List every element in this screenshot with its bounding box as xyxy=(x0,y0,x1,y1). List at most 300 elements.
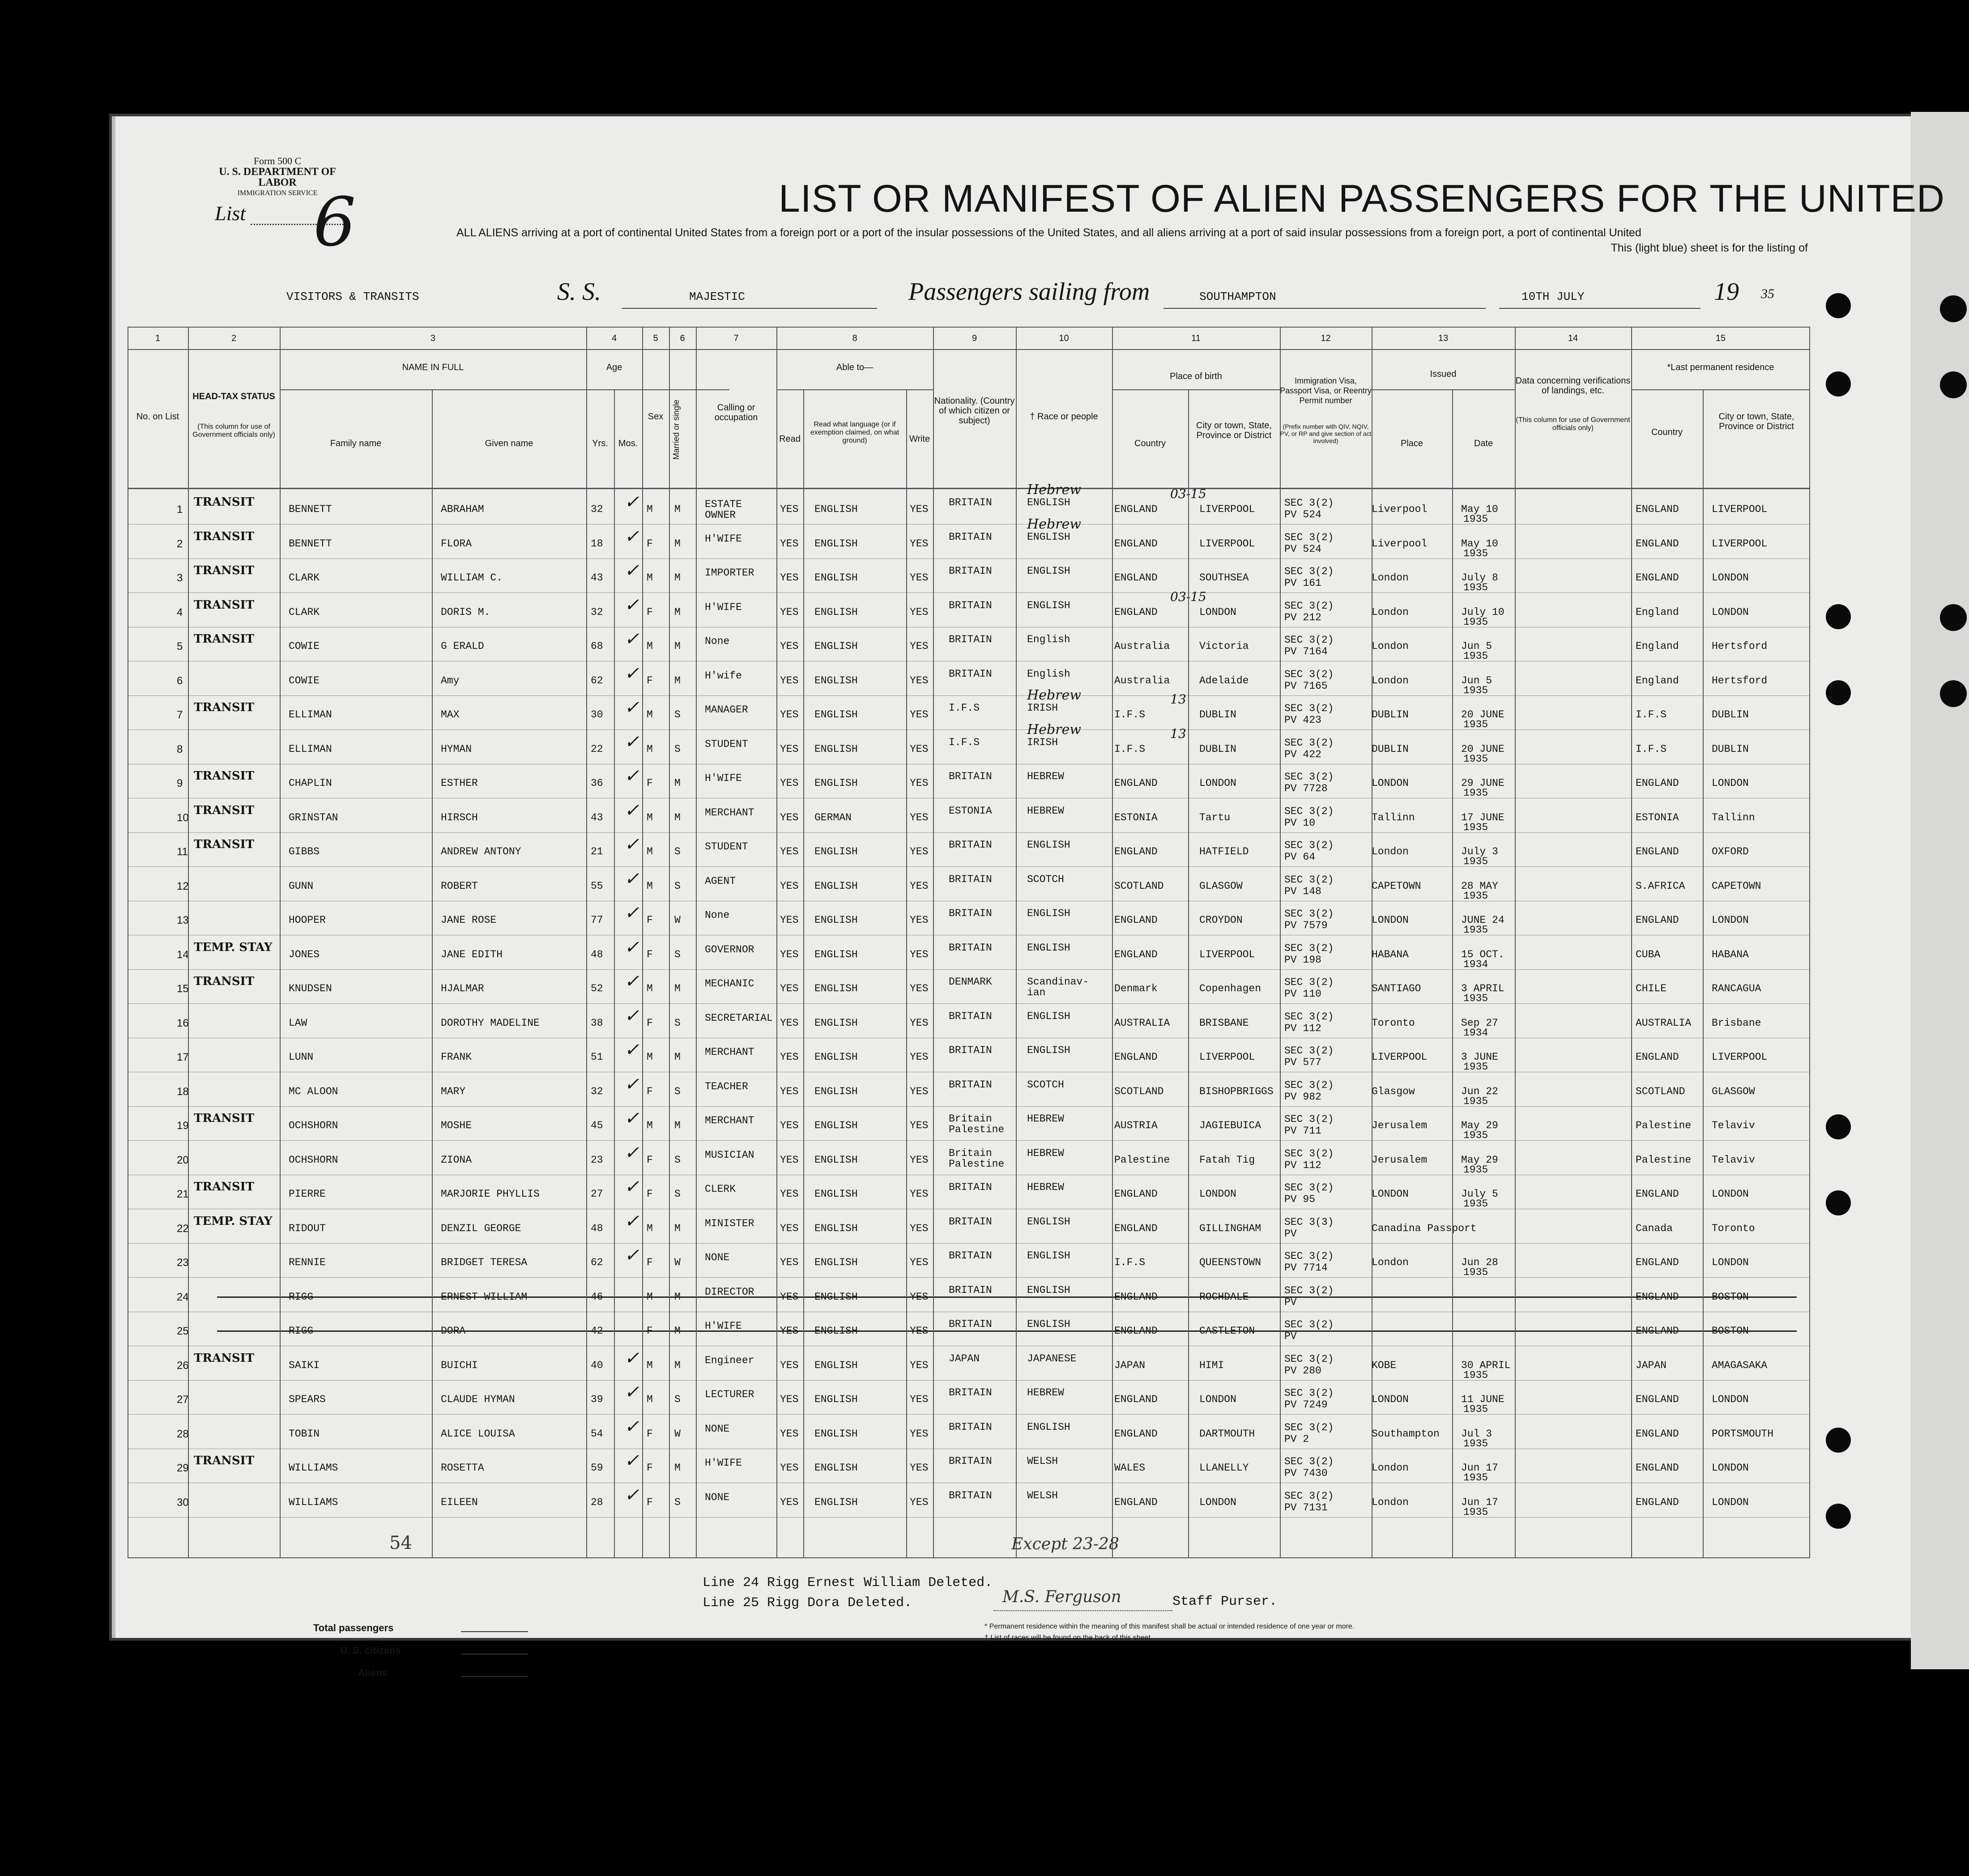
read-cell: YES xyxy=(780,1462,799,1474)
given-name-cell: DORA xyxy=(441,1325,466,1337)
issued-year-cell: 1935 xyxy=(1463,753,1488,765)
marital-status-cell: S xyxy=(674,880,681,892)
table-row xyxy=(128,1415,1810,1449)
age-cell: 30 xyxy=(591,709,603,721)
given-name-cell: FLORA xyxy=(441,537,472,550)
given-name-cell: BUICHI xyxy=(441,1359,478,1371)
visa-number-cell: PV 7131 xyxy=(1284,1501,1328,1514)
checkmark-icon: ✓ xyxy=(624,1108,639,1129)
birth-country-cell: ESTONIA xyxy=(1114,811,1158,823)
row-number: 24 xyxy=(177,1291,189,1303)
birth-country-cell: ENGLAND xyxy=(1114,1188,1158,1200)
nationality-cell: BRITAIN xyxy=(949,771,992,782)
issued-year-cell: 1934 xyxy=(1463,958,1488,970)
given-name-cell: ROBERT xyxy=(441,880,478,892)
checkmark-icon: ✓ xyxy=(624,1347,639,1369)
checkmark-icon: ✓ xyxy=(624,1005,639,1026)
occupation-cell: TEACHER xyxy=(705,1080,748,1092)
strikethrough-line xyxy=(217,1330,1797,1332)
race-cell: ENGLISH xyxy=(1027,497,1070,508)
marital-status-cell: M xyxy=(674,640,681,652)
checkmark-icon: ✓ xyxy=(624,1450,639,1471)
residence-city-cell: LONDON xyxy=(1712,1188,1749,1200)
table-row xyxy=(128,1483,1810,1517)
race-cell: HEBREW xyxy=(1027,1113,1064,1125)
issued-date-cell: 3 JUNE xyxy=(1461,1051,1498,1063)
table-row xyxy=(128,798,1810,832)
row-number: 21 xyxy=(177,1188,189,1200)
marital-status-cell: M xyxy=(674,1359,681,1371)
sex-cell: M xyxy=(647,709,653,721)
header-head-tax: HEAD-TAX STATUS xyxy=(192,392,275,401)
head-tax-cell: TRANSIT xyxy=(194,975,255,988)
voyage-class: VISITORS & TRANSITS xyxy=(286,290,419,303)
purser-title: Staff Purser. xyxy=(1172,1594,1278,1609)
residence-city-cell: LONDON xyxy=(1712,1257,1749,1268)
age-cell: 62 xyxy=(591,1257,603,1268)
birth-country-cell: ENGLAND xyxy=(1114,503,1158,515)
age-cell: 48 xyxy=(591,1222,603,1234)
read-cell: YES xyxy=(780,983,799,994)
visa-section-cell: SEC 3(2) xyxy=(1284,1079,1334,1091)
issued-place-cell: LONDON xyxy=(1372,914,1409,926)
occupation-cell: NONE xyxy=(705,1252,730,1263)
head-tax-cell: TRANSIT xyxy=(194,1351,255,1365)
visa-number-cell: PV 7714 xyxy=(1284,1262,1328,1274)
issued-year-cell: 1935 xyxy=(1463,547,1488,559)
checkmark-icon: ✓ xyxy=(624,1074,639,1095)
marital-status-cell: M xyxy=(674,503,681,515)
row-number: 2 xyxy=(177,537,183,550)
issued-place-cell: Southampton xyxy=(1372,1428,1440,1440)
write-cell: YES xyxy=(910,1188,929,1200)
race-cell: SCOTCH xyxy=(1027,873,1064,885)
issued-place-cell: DUBLIN xyxy=(1372,743,1409,755)
residence-country-cell: Canada xyxy=(1636,1222,1673,1234)
col-num-4: 4 xyxy=(611,333,617,343)
residence-city-cell: LONDON xyxy=(1712,914,1749,926)
table-row xyxy=(128,1346,1810,1380)
issued-place-cell: Liverpool xyxy=(1372,537,1428,550)
residence-city-cell: Telaviv xyxy=(1712,1120,1755,1131)
family-name-cell: OCHSHORN xyxy=(289,1154,338,1166)
sex-cell: M xyxy=(647,1291,653,1303)
header-head-tax-note: (This column for use of Government officials only) xyxy=(192,423,275,439)
checkmark-icon: ✓ xyxy=(624,1484,639,1505)
birth-country-cell: Palestine xyxy=(1114,1154,1170,1166)
birth-country-cell: AUSTRALIA xyxy=(1114,1017,1170,1029)
age-cell: 40 xyxy=(591,1359,603,1371)
given-name-cell: ALICE LOUISA xyxy=(441,1428,515,1440)
nationality-cell: BRITAIN xyxy=(949,1421,992,1433)
language-cell: ENGLISH xyxy=(814,880,858,892)
nationality-cell: BRITAIN xyxy=(949,565,992,577)
write-cell: YES xyxy=(910,1017,929,1029)
race-cell: HEBREW xyxy=(1027,771,1064,782)
birth-city-cell: LONDON xyxy=(1199,1394,1236,1405)
birth-city-cell: LIVERPOOL xyxy=(1199,1051,1255,1063)
age-cell: 48 xyxy=(591,948,603,960)
table-row xyxy=(128,559,1810,593)
column-divider xyxy=(1016,327,1017,1557)
issued-date-cell: 17 JUNE xyxy=(1461,811,1504,823)
given-name-cell: ERNEST WILLIAM xyxy=(441,1291,528,1303)
issued-date-cell: Jun 17 xyxy=(1461,1496,1498,1508)
able-subheader-border xyxy=(776,389,933,390)
col-num-15: 15 xyxy=(1715,333,1726,343)
language-cell: ENGLISH xyxy=(814,846,858,857)
visa-number-cell: PV 423 xyxy=(1284,714,1321,726)
row-number: 23 xyxy=(177,1257,189,1269)
race-cell: IRISH xyxy=(1027,736,1058,748)
sex-cell: M xyxy=(647,983,653,994)
residence-country-cell: ENGLAND xyxy=(1636,503,1679,515)
column-divider xyxy=(906,389,907,1557)
residence-country-cell: England xyxy=(1636,674,1679,686)
table-row xyxy=(128,1449,1810,1483)
age-cell: 23 xyxy=(591,1154,603,1166)
visa-number-cell: PV 7249 xyxy=(1284,1399,1328,1411)
race-annotation: Hebrew xyxy=(1027,516,1081,532)
race-cell: ENGLISH xyxy=(1027,1421,1070,1433)
sex-cell: F xyxy=(647,914,653,926)
issued-date-cell: July 10 xyxy=(1461,606,1504,618)
sex-cell: F xyxy=(647,1496,653,1508)
write-cell: YES xyxy=(910,914,929,926)
header-read-language: Read what language (or if exemption claimed, on what ground) xyxy=(810,421,899,444)
marital-status-cell: S xyxy=(674,1017,681,1029)
nationality-cell: BRITAIN xyxy=(949,634,992,645)
row-number: 12 xyxy=(177,880,189,892)
sex-cell: M xyxy=(647,1222,653,1234)
given-name-cell: MARJORIE PHYLLIS xyxy=(441,1188,540,1200)
marital-status-cell: W xyxy=(674,1428,681,1440)
language-cell: ENGLISH xyxy=(814,1462,858,1474)
language-cell: ENGLISH xyxy=(814,1222,858,1234)
sex-cell: F xyxy=(647,537,653,550)
visa-number-cell: PV 112 xyxy=(1284,1159,1321,1171)
sex-cell: M xyxy=(647,1051,653,1063)
residence-country-cell: Palestine xyxy=(1636,1120,1692,1131)
marital-status-cell: S xyxy=(674,1154,681,1166)
age-cell: 39 xyxy=(591,1394,603,1405)
head-tax-cell: TRANSIT xyxy=(194,1180,255,1194)
visa-number-cell: PV 7728 xyxy=(1284,783,1328,794)
department: U. S. DEPARTMENT OF LABOR xyxy=(219,166,336,188)
marital-status-cell: S xyxy=(674,709,681,721)
visa-section-cell: SEC 3(2) xyxy=(1284,737,1334,749)
row-number: 22 xyxy=(177,1222,189,1235)
column-number-row-border xyxy=(128,349,1810,350)
row-number: 29 xyxy=(177,1462,189,1474)
column-divider xyxy=(642,327,643,1557)
occupation-cell: SECRETARIAL xyxy=(705,1012,773,1024)
write-cell: YES xyxy=(910,1222,929,1234)
given-name-cell: ESTHER xyxy=(441,777,478,789)
birth-country-cell: JAPAN xyxy=(1114,1359,1146,1371)
occupation-cell: NONE xyxy=(705,1423,730,1435)
issued-date-cell: JUNE 24 xyxy=(1461,914,1504,926)
visa-number-cell: PV 64 xyxy=(1284,851,1316,863)
occupation-cell: None xyxy=(705,635,730,647)
family-name-cell: COWIE xyxy=(289,640,320,652)
edge-hole xyxy=(1940,680,1967,707)
purser-line xyxy=(993,1610,1172,1611)
table-row xyxy=(128,1141,1810,1175)
occupation-cell: STUDENT xyxy=(705,841,748,853)
birth-city-cell: BISHOPBRIGGS xyxy=(1199,1085,1274,1097)
birth-country-cell: ENGLAND xyxy=(1114,1428,1158,1440)
occupation-cell: Engineer xyxy=(705,1354,754,1366)
language-cell: ENGLISH xyxy=(814,1394,858,1405)
ss-label: S. S. xyxy=(557,278,601,306)
race-cell: English xyxy=(1027,634,1070,645)
visa-section-cell: SEC 3(3) xyxy=(1284,1216,1334,1228)
marital-status-cell: M xyxy=(674,537,681,550)
given-name-cell: BRIDGET TERESA xyxy=(441,1257,528,1268)
binder-hole xyxy=(1826,1504,1851,1529)
family-name-cell: WILLIAMS xyxy=(289,1496,338,1508)
row-number: 15 xyxy=(177,983,189,995)
nationality-cell: BRITAIN xyxy=(949,497,992,508)
write-cell: YES xyxy=(910,1394,929,1405)
language-cell: ENGLISH xyxy=(814,640,858,652)
header-months: Mos. xyxy=(618,439,638,448)
marital-status-cell: M xyxy=(674,674,681,686)
language-cell: ENGLISH xyxy=(814,914,858,926)
header-age: Age xyxy=(606,362,622,372)
deletion-note-line24: Line 24 Rigg Ernest William Deleted. xyxy=(703,1575,993,1590)
row-number: 16 xyxy=(177,1017,189,1029)
birth-country-cell: ENGLAND xyxy=(1114,914,1158,926)
column-divider xyxy=(614,389,615,1557)
residence-country-cell: ENGLAND xyxy=(1636,1325,1679,1337)
column-divider xyxy=(1703,389,1704,1557)
race-annotation: Hebrew xyxy=(1027,721,1081,738)
residence-country-cell: S.AFRICA xyxy=(1636,880,1685,892)
birth-city-cell: LIVERPOOL xyxy=(1199,503,1255,515)
residence-city-cell: AMAGASAKA xyxy=(1712,1359,1768,1371)
table-row xyxy=(128,969,1810,1003)
birth-country-cell: ENGLAND xyxy=(1114,1291,1158,1303)
column-divider xyxy=(188,327,189,1557)
residence-city-cell: LONDON xyxy=(1712,1462,1749,1474)
nationality-cell: BRITAIN xyxy=(949,1455,992,1467)
family-name-cell: RIGG xyxy=(289,1325,314,1337)
header-issued: Issued xyxy=(1430,369,1457,379)
visa-number-cell: PV 112 xyxy=(1284,1022,1321,1034)
header-read: Read xyxy=(779,434,801,444)
race-cell: ENGLISH xyxy=(1027,942,1070,954)
nationality-cell: BRITAIN xyxy=(949,1045,992,1056)
occupation-cell: MERCHANT xyxy=(705,1046,754,1058)
issued-subheader-border xyxy=(1372,389,1515,390)
marital-status-cell: M xyxy=(674,983,681,994)
visa-number-cell: PV 577 xyxy=(1284,1057,1321,1068)
issued-year-cell: 1935 xyxy=(1463,1130,1488,1141)
column-divider xyxy=(586,327,587,1557)
residence-city-cell: Telaviv xyxy=(1712,1154,1755,1166)
race-cell: WELSH xyxy=(1027,1489,1058,1501)
birth-country-cell: WALES xyxy=(1114,1462,1146,1474)
race-cell: ENGLISH xyxy=(1027,1215,1070,1228)
col-num-12: 12 xyxy=(1321,333,1331,343)
age-cell: 38 xyxy=(591,1017,603,1029)
edge-hole xyxy=(1940,371,1967,398)
residence-country-cell: CUBA xyxy=(1636,948,1661,960)
visa-section-cell: SEC 3(2) xyxy=(1284,1284,1334,1296)
read-cell: YES xyxy=(780,1359,799,1371)
birth-country-cell: SCOTLAND xyxy=(1114,1085,1164,1097)
birth-city-cell: BRISBANE xyxy=(1199,1017,1249,1029)
nationality-cell: BRITAIN xyxy=(949,1250,992,1262)
nationality-cell: ESTONIA xyxy=(949,805,992,817)
issued-year-cell: 1934 xyxy=(1463,1027,1488,1039)
marital-status-cell: M xyxy=(674,572,681,584)
head-tax-cell: TRANSIT xyxy=(194,701,255,714)
sex-cell: F xyxy=(647,1257,653,1268)
age-cell: 46 xyxy=(591,1291,603,1303)
marital-status-cell: M xyxy=(674,1051,681,1063)
residence-city-cell: BOSTON xyxy=(1712,1325,1749,1337)
visa-number-cell: PV xyxy=(1284,1296,1297,1308)
marital-status-cell: M xyxy=(674,1325,681,1337)
residence-city-cell: DUBLIN xyxy=(1712,743,1749,755)
birth-subheader-border xyxy=(1112,389,1280,390)
language-cell: ENGLISH xyxy=(814,1017,858,1029)
checkmark-icon: ✓ xyxy=(624,560,639,581)
visa-section-cell: SEC 3(2) xyxy=(1284,497,1334,509)
issued-year-cell: 1935 xyxy=(1463,1198,1488,1210)
code-annotation: 03-15 xyxy=(1170,486,1206,501)
residence-city-cell: LONDON xyxy=(1712,572,1749,584)
sex-cell: F xyxy=(647,948,653,960)
birth-city-cell: DUBLIN xyxy=(1199,743,1236,755)
header-years: Yrs. xyxy=(592,439,608,448)
residence-country-cell: ENGLAND xyxy=(1636,1394,1679,1405)
write-cell: YES xyxy=(910,1257,929,1268)
read-cell: YES xyxy=(780,1154,799,1166)
total-passengers-line xyxy=(461,1631,528,1632)
issued-year-cell: 1935 xyxy=(1463,1266,1488,1278)
header-married: Married or single xyxy=(672,399,681,460)
except-note: Except 23-28 xyxy=(1011,1535,1119,1553)
write-cell: YES xyxy=(910,846,929,857)
birth-country-cell: Australia xyxy=(1114,640,1170,652)
issued-place-cell: London xyxy=(1372,572,1409,584)
issued-date-cell: July 5 xyxy=(1461,1188,1498,1200)
family-name-cell: COWIE xyxy=(289,674,320,686)
visa-number-cell: PV xyxy=(1284,1228,1297,1240)
marital-status-cell: M xyxy=(674,606,681,618)
sex-cell: F xyxy=(647,1325,653,1337)
age-cell: 51 xyxy=(591,1051,603,1063)
issued-date-cell: July 8 xyxy=(1461,572,1498,584)
birth-city-cell: Adelaide xyxy=(1199,674,1249,686)
race-annotation: Hebrew xyxy=(1027,482,1081,498)
given-name-cell: HJALMAR xyxy=(441,983,484,994)
sailing-date: 10TH JULY xyxy=(1522,290,1585,303)
head-tax-cell: TRANSIT xyxy=(194,838,255,851)
given-name-cell: JANE EDITH xyxy=(441,948,503,960)
write-cell: YES xyxy=(910,1428,929,1440)
nationality-cell: I.F.S xyxy=(949,736,980,748)
col-num-8: 8 xyxy=(852,333,857,343)
read-cell: YES xyxy=(780,1496,799,1508)
write-cell: YES xyxy=(910,606,929,618)
issued-year-cell: 1935 xyxy=(1463,1369,1488,1381)
residence-city-cell: LONDON xyxy=(1712,1496,1749,1508)
residence-country-cell: ENGLAND xyxy=(1636,537,1679,550)
read-cell: YES xyxy=(780,640,799,652)
checkmark-icon: ✓ xyxy=(624,1211,639,1232)
given-name-cell: EILEEN xyxy=(441,1496,478,1508)
residence-city-cell: LONDON xyxy=(1712,606,1749,618)
issued-date-cell: May 29 xyxy=(1461,1120,1498,1131)
head-tax-cell: TRANSIT xyxy=(194,632,255,646)
header-last-residence: *Last permanent residence xyxy=(1667,362,1774,372)
sex-cell: F xyxy=(647,1017,653,1029)
visa-number-cell: PV 198 xyxy=(1284,954,1321,966)
language-cell: ENGLISH xyxy=(814,674,858,686)
header-able-to: Able to— xyxy=(836,362,874,372)
issued-date-cell: 11 JUNE xyxy=(1461,1394,1504,1405)
birth-country-cell: ENGLAND xyxy=(1114,948,1158,960)
table-row xyxy=(128,1243,1810,1277)
birth-country-cell: ENGLAND xyxy=(1114,777,1158,789)
occupation-cell: H'WIFE xyxy=(705,1457,742,1469)
visa-number-cell: PV 2 xyxy=(1284,1433,1309,1445)
age-cell: 62 xyxy=(591,674,603,686)
given-name-cell: MAX xyxy=(441,709,460,721)
family-name-cell: SPEARS xyxy=(289,1394,326,1405)
marital-status-cell: M xyxy=(674,1222,681,1234)
family-name-cell: OCHSHORN xyxy=(289,1120,338,1131)
race-cell: IRISH xyxy=(1027,702,1058,714)
race-cell: JAPANESE xyxy=(1027,1352,1077,1364)
header-visa: Immigration Visa, Passport Visa, or Reentry Permit number xyxy=(1280,376,1372,405)
header-issued-place: Place xyxy=(1400,439,1423,448)
col-num-1: 1 xyxy=(155,333,161,343)
occupation-cell: GOVERNOR xyxy=(705,943,754,955)
residence-country-cell: I.F.S xyxy=(1636,743,1667,755)
marital-status-cell: M xyxy=(674,777,681,789)
visa-section-cell: SEC 3(2) xyxy=(1284,908,1334,920)
visa-number-cell: PV 7430 xyxy=(1284,1467,1328,1479)
family-name-cell: GRINSTAN xyxy=(289,811,338,823)
residence-country-cell: ENGLAND xyxy=(1636,572,1679,584)
column-divider xyxy=(803,389,804,1557)
list-number: 6 xyxy=(313,183,356,261)
checkmark-icon: ✓ xyxy=(624,868,639,889)
nationality-cell: BRITAIN xyxy=(949,1489,992,1501)
race-cell: ENGLISH xyxy=(1027,531,1070,543)
header-data-landings: Data concerning verifications of landings, etc. xyxy=(1515,376,1631,396)
nationality-cell: BRITAIN xyxy=(949,668,992,680)
nationality-cell: JAPAN xyxy=(949,1352,980,1364)
visa-number-cell: PV 110 xyxy=(1284,988,1321,1000)
visa-section-cell: SEC 3(2) xyxy=(1284,600,1334,612)
marital-status-cell: S xyxy=(674,743,681,755)
adjacent-page-strip xyxy=(1911,112,1969,1669)
issued-date-cell: 3 APRIL xyxy=(1461,983,1504,994)
table-row xyxy=(128,1004,1810,1038)
binder-hole xyxy=(1826,1114,1851,1139)
occupation-cell: IMPORTER xyxy=(705,567,754,579)
residence-country-cell: ENGLAND xyxy=(1636,846,1679,857)
row-number: 18 xyxy=(177,1085,189,1098)
birth-country-cell: ENGLAND xyxy=(1114,1325,1158,1337)
